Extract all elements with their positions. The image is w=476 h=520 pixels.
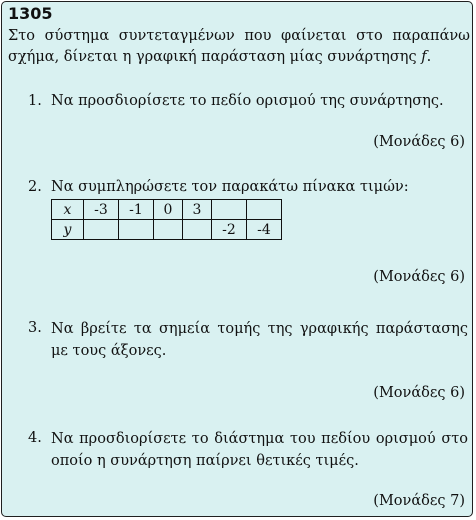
x-cell: -3 xyxy=(84,200,119,220)
x-cell xyxy=(247,200,282,220)
value-table-y-row xyxy=(52,220,282,240)
question-1-text: Να προσδιορίσετε το πεδίο ορισμού της συνάρτησης. xyxy=(51,93,444,109)
question-3-line-2: με τους άξονες. xyxy=(51,343,167,359)
question-2-text: Να συμπληρώσετε τον παρακάτω πίνακα τιμών: xyxy=(51,179,409,195)
x-cell: -1 xyxy=(119,200,154,220)
y-cell: -4 xyxy=(247,220,282,240)
question-3-line-1: Να βρείτε τα σημεία τομής της γραφικής παράστασης xyxy=(51,321,468,337)
question-4-line-2: οποίο η συνάρτηση παίρνει θετικές τιμές. xyxy=(51,453,359,469)
question-4-marks: (Μονάδες 7) xyxy=(373,493,465,509)
y-cell: -2 xyxy=(212,220,247,240)
question-2-marks: (Μονάδες 6) xyxy=(373,269,465,285)
intro-line-2-end: . xyxy=(426,49,432,65)
intro-line-2 xyxy=(8,47,470,68)
question-3-marks: (Μονάδες 6) xyxy=(373,385,465,401)
question-1-marks: (Μονάδες 6) xyxy=(373,134,465,150)
intro-line-1: Στο σύστημα συντεταγμένων που φαίνεται στο παραπάνω xyxy=(8,28,470,44)
value-table-x-row xyxy=(52,200,282,220)
y-cell xyxy=(84,220,119,240)
x-label-cell: x xyxy=(52,200,84,220)
question-4-number: 4. xyxy=(28,430,42,446)
x-cell: 0 xyxy=(154,200,183,220)
problem-intro xyxy=(8,26,470,68)
problem-number: 1305 xyxy=(8,4,53,23)
question-3-text xyxy=(51,318,468,362)
y-cell xyxy=(119,220,154,240)
function-symbol: f xyxy=(421,49,427,65)
question-3-number: 3. xyxy=(28,320,42,336)
value-table xyxy=(51,199,282,240)
x-cell xyxy=(212,200,247,220)
question-2-number: 2. xyxy=(28,179,42,195)
x-cell: 3 xyxy=(183,200,212,220)
question-4-text xyxy=(51,428,468,472)
y-cell xyxy=(183,220,212,240)
question-4-line-1: Να προσδιορίσετε το διάστημα του πεδίου ορισμού στο xyxy=(51,431,468,447)
y-label-cell: y xyxy=(52,220,84,240)
exercise-card xyxy=(1,1,473,517)
intro-line-2-text: σχήμα, δίνεται η γραφική παράσταση μίας συνάρτησης xyxy=(8,49,422,65)
y-cell xyxy=(154,220,183,240)
question-1-number: 1. xyxy=(28,93,42,109)
